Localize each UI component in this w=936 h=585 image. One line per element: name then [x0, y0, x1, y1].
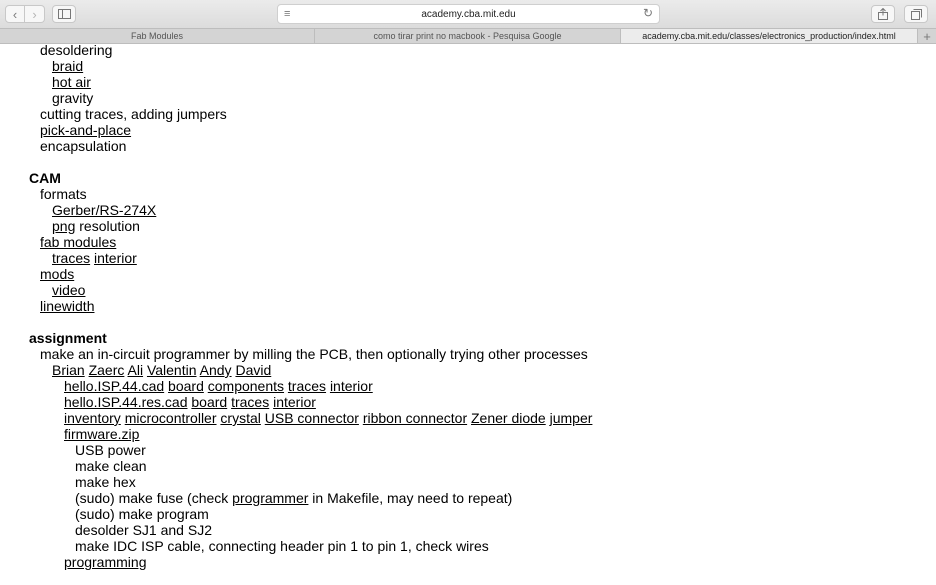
isp44-links [64, 378, 373, 394]
desoldering-label: desoldering [40, 44, 113, 58]
programming-link[interactable]: programming [64, 554, 147, 570]
png-resolution-line [52, 218, 140, 234]
reload-icon[interactable]: ↻ [642, 6, 653, 20]
assignment-heading: assignment [29, 330, 107, 346]
tab-overview-button[interactable] [904, 5, 928, 23]
pick-and-place-link[interactable]: pick-and-place [40, 122, 132, 138]
isp44res-board-link[interactable]: board [191, 394, 228, 410]
hot-air-link[interactable]: hot air [52, 74, 91, 90]
make-fuse-step [75, 490, 512, 506]
braid-link[interactable]: braid [52, 58, 84, 74]
reader-view-icon[interactable]: ≡ [284, 8, 291, 20]
resolution-label: resolution [75, 218, 140, 234]
microcontroller-link[interactable]: microcontroller [124, 410, 217, 426]
back-button[interactable] [5, 5, 25, 23]
tab-electronics-production[interactable]: academy.cba.mit.edu/classes/electronics_production/index.html [621, 29, 918, 43]
isp44res-links [64, 394, 316, 410]
png-link[interactable]: png [52, 218, 76, 234]
crystal-link[interactable]: crystal [220, 410, 261, 426]
linewidth-link[interactable]: linewidth [40, 298, 95, 314]
idc-cable-step: make IDC ISP cable, connecting header pin 1 to pin 1, check wires [75, 538, 489, 554]
person-link-zaerc[interactable]: Zaerc [88, 362, 125, 378]
tab-bar [0, 28, 936, 44]
person-link-andy[interactable]: Andy [199, 362, 232, 378]
tabs-icon [911, 9, 922, 20]
person-link-brian[interactable]: Brian [52, 362, 85, 378]
sidebar-toggle-button[interactable] [52, 5, 76, 23]
zener-diode-link[interactable]: Zener diode [471, 410, 546, 426]
desolder-step: desolder SJ1 and SJ2 [75, 522, 212, 538]
isp44res-interior-link[interactable]: interior [273, 394, 316, 410]
isp44-cad-link[interactable]: hello.ISP.44.cad [64, 378, 165, 394]
isp44-components-link[interactable]: components [207, 378, 285, 394]
navigation-buttons [5, 5, 45, 23]
people-links [52, 362, 271, 378]
tab-google-search[interactable]: como tirar print no macbook - Pesquisa Google [315, 29, 621, 43]
share-button[interactable] [871, 5, 895, 23]
programmer-link[interactable]: programmer [232, 490, 309, 506]
parts-links [64, 410, 592, 426]
formats-label: formats [40, 186, 87, 202]
address-url: academy.cba.mit.edu [421, 8, 516, 20]
ribbon-connector-link[interactable]: ribbon connector [362, 410, 468, 426]
isp44res-cad-link[interactable]: hello.ISP.44.res.cad [64, 394, 188, 410]
cutting-traces-label: cutting traces, adding jumpers [40, 106, 227, 122]
sidebar-icon [58, 9, 71, 19]
make-fuse-text: (sudo) make fuse (check [75, 490, 233, 506]
firmware-zip-link[interactable]: firmware.zip [64, 426, 140, 442]
fab-modules-sublinks [52, 250, 137, 266]
mods-link[interactable]: mods [40, 266, 75, 282]
person-link-david[interactable]: David [235, 362, 272, 378]
make-fuse-note: in Makefile, may need to repeat) [308, 490, 513, 506]
tab-fab-modules[interactable]: Fab Modules [0, 29, 315, 43]
isp44res-traces-link[interactable]: traces [231, 394, 270, 410]
share-icon [878, 8, 888, 20]
isp44-board-link[interactable]: board [168, 378, 204, 394]
traces-link[interactable]: traces [52, 250, 91, 266]
fab-modules-link[interactable]: fab modules [40, 234, 117, 250]
usb-power-step: USB power [75, 442, 146, 458]
make-program-step: (sudo) make program [75, 506, 209, 522]
chevron-left-icon: ‹ [12, 6, 18, 22]
isp44-interior-link[interactable]: interior [329, 378, 373, 394]
cam-heading: CAM [29, 170, 61, 186]
assignment-description: make an in-circuit programmer by milling the PCB, then optionally trying other processes [40, 346, 588, 362]
video-link[interactable]: video [52, 282, 86, 298]
jumper-link[interactable]: jumper [549, 410, 593, 426]
person-link-valentin[interactable]: Valentin [146, 362, 197, 378]
interior-link[interactable]: interior [94, 250, 137, 266]
usb-connector-link[interactable]: USB connector [264, 410, 359, 426]
browser-toolbar [0, 0, 936, 28]
gravity-label: gravity [52, 90, 94, 106]
make-hex-step: make hex [75, 474, 136, 490]
plus-icon: + [923, 28, 931, 44]
new-tab-button[interactable] [918, 29, 936, 43]
encapsulation-label: encapsulation [40, 138, 127, 154]
chevron-right-icon: › [32, 6, 37, 22]
make-clean-step: make clean [75, 458, 147, 474]
person-link-ali[interactable]: Ali [127, 362, 144, 378]
isp44-traces-link[interactable]: traces [287, 378, 327, 394]
forward-button[interactable] [25, 5, 45, 23]
page-content [0, 44, 936, 585]
inventory-link[interactable]: inventory [64, 410, 121, 426]
gerber-link[interactable]: Gerber/RS-274X [52, 202, 157, 218]
address-bar[interactable] [277, 4, 660, 24]
